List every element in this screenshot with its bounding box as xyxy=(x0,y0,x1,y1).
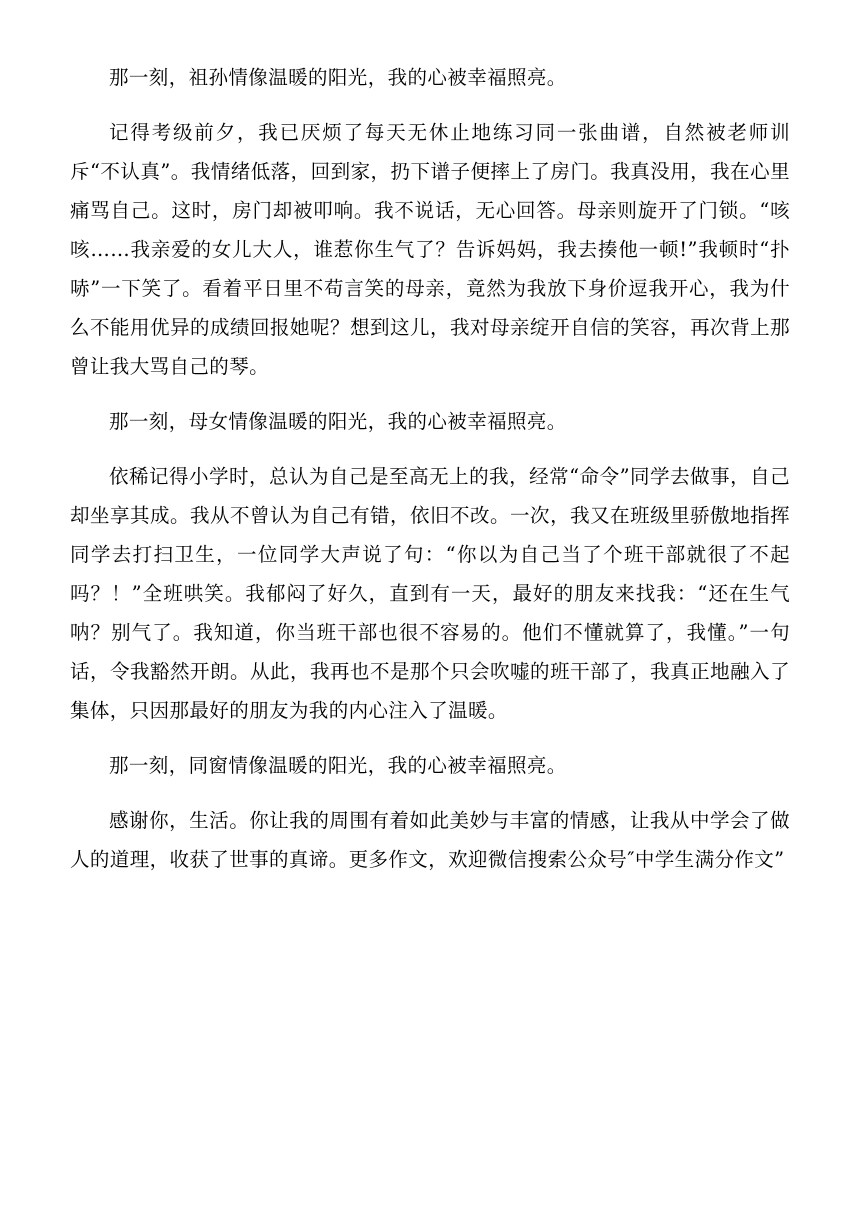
paragraph-refrain-mother: 那一刻，母女情像温暖的阳光，我的心被幸福照亮。 xyxy=(109,410,567,433)
paragraph-refrain-classmates: 那一刻，同窗情像温暖的阳光，我的心被幸福照亮。 xyxy=(109,754,567,777)
paragraph-conclusion: 感谢你，生活。你让我的周围有着如此美妙与丰富的情感，让我从中学会了做人的道理，收获了世事的真谛。更多作文，欢迎微信搜索公众号″中学生满分作文” xyxy=(70,809,790,871)
paragraph-exam-memory: 记得考级前夕，我已厌烦了每天无休止地练习同一张曲谱，自然被老师训斥“不认真”。我情绪低落，回到家，扔下谱子便摔上了房门。我真没用，我在心里痛骂自己。这时，房门却被叩响。我不说话，无心回答。母亲则旋开了门锁。“咳咳……我亲爱的女儿大人，谁惹你生气了？告诉妈妈，我去揍他一顿!”我顿时“扑哧”一下笑了。看着平日里不苟言笑的母亲，竟然为我放下身价逗我开心，我为什么不能用优异的成绩回报她呢？想到这儿，我对母亲绽开自信的笑容，再次背上那曾让我大骂自己的琴。 xyxy=(70,121,790,378)
paragraph-refrain-grandparents: 那一刻，祖孙情像温暖的阳光，我的心被幸福照亮。 xyxy=(109,66,567,89)
paragraph-classmate-memory: 依稀记得小学时，总认为自己是至高无上的我，经常“命令”同学去做事，自己却坐享其成。我从不曾认为自己有错，依旧不改。一次，我又在班级里骄傲地指挥同学去打扫卫生，一位同学大声说了句：“你以为自己当了个班干部就很了不起吗？！”全班哄笑。我郁闷了好久，直到有一天，最好的朋友来找我：“还在生气呐？别气了。我知道，你当班干部也很不容易的。他们不懂就算了，我懂。”一句话，令我豁然开朗。从此，我再也不是那个只会吹嘘的班干部了，我真正地融入了集体，只因那最好的朋友为我的内心注入了温暖。 xyxy=(70,465,790,722)
document-page xyxy=(70,58,790,895)
